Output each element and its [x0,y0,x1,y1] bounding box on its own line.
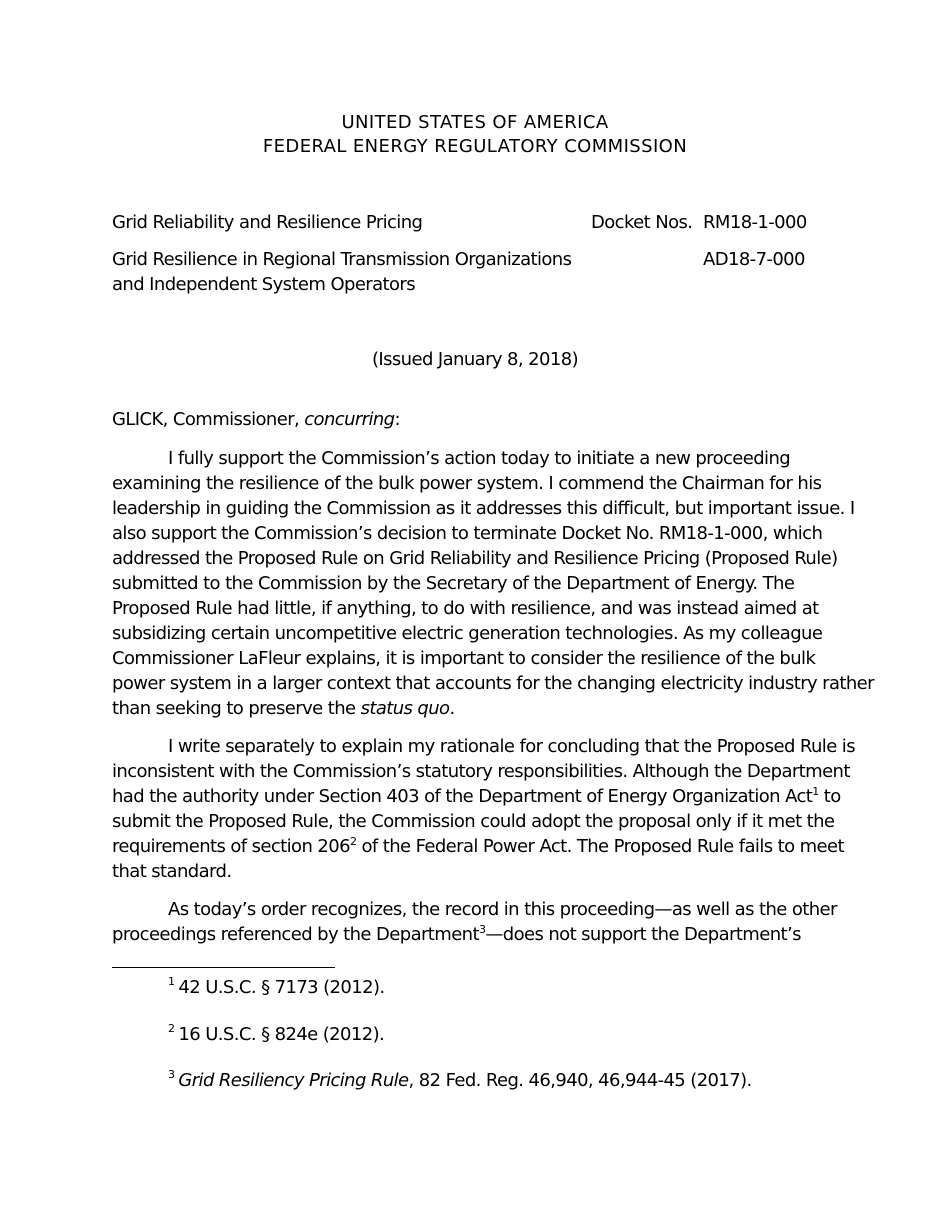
signer-role: concurring [304,409,395,430]
text-run: requirements of section 206 [112,836,350,857]
paragraph-line [112,922,842,947]
footnote-case-name: Grid Resiliency Pricing Rule [178,1070,409,1091]
docket-number-2: AD18-7-000 [703,249,805,270]
paragraph-line: submit the Proposed Rule, the Commission could adopt the proposal only if it met the [112,811,835,832]
paragraph-line: power system in a larger context that accounts for the changing electricity industry rather [112,673,874,694]
case-title-1: Grid Reliability and Resilience Pricing [112,212,423,233]
case-title-2-line-2: and Independent System Operators [112,274,415,295]
text-run: had the authority under Section 403 of the Department of Energy Organization Act [112,786,813,807]
paragraph-line [112,696,842,721]
text-run: proceedings referenced by the Department [112,924,479,945]
footnote-text: , 82 Fed. Reg. 46,940, 46,944-45 (2017). [408,1070,752,1091]
footnote-ref-1[interactable]: 1 [812,785,819,798]
case-title-2 [112,247,571,297]
paragraph-line: submitted to the Commission by the Secretary of the Department of Energy. The [112,573,795,594]
paragraph-2 [112,734,855,884]
footnote-number: 2 [168,1022,175,1035]
footnote-separator [112,967,335,968]
paragraph-line: inconsistent with the Commission’s statutory responsibilities. Although the Department [112,761,850,782]
paragraph-line: addressed the Proposed Rule on Grid Reliability and Resilience Pricing (Proposed Rule) [112,548,838,569]
text-run: to [818,786,841,807]
docket-label: Docket Nos. [591,212,693,233]
paragraph-1 [112,446,874,721]
header-country: UNITED STATES OF AMERICA [341,112,609,133]
text-run: . [449,698,455,719]
footnote-3 [168,1070,752,1091]
text-run: of the Federal Power Act. The Proposed Rule fails to meet [356,836,844,857]
paragraph-line: that standard. [112,861,232,882]
issued-date: (Issued January 8, 2018) [371,349,578,370]
footnote-ref-3[interactable]: 3 [478,923,486,936]
paragraph-line: I write separately to explain my rationale for concluding that the Proposed Rule is [168,736,855,757]
paragraph-line [112,834,842,859]
paragraph-line: I fully support the Commission’s action today to initiate a new proceeding [168,448,791,469]
paragraph-line: subsidizing certain uncompetitive electric generation technologies. As my colleague [112,623,823,644]
paragraph-line: examining the resilience of the bulk power system. I commend the Chairman for his [112,473,822,494]
footnote-number: 1 [168,975,175,988]
paragraph-line [112,784,842,809]
signer-punct: : [394,409,400,430]
footnote-number: 3 [168,1068,175,1081]
paragraph-line: Proposed Rule had little, if anything, to do with resilience, and was instead aimed at [112,598,819,619]
footnote-ref-2[interactable]: 2 [349,835,357,848]
paragraph-3 [112,897,842,947]
header-agency: FEDERAL ENERGY REGULATORY COMMISSION [262,136,688,157]
text-run: than seeking to preserve the [112,698,361,719]
signer-line [112,409,400,430]
signer-name: GLICK, Commissioner, [112,409,305,430]
paragraph-line: As today’s order recognizes, the record in this proceeding—as well as the other [168,899,837,920]
footnote-2 [168,1024,384,1045]
case-title-2-line-1: Grid Resilience in Regional Transmission Organizations [112,249,572,270]
paragraph-line: also support the Commission’s decision to terminate Docket No. RM18-1-000, which [112,523,823,544]
docket-number-1: RM18-1-000 [703,212,807,233]
footnote-1 [168,977,385,998]
footnote-text: 42 U.S.C. § 7173 (2012). [178,977,385,998]
footnote-text: 16 U.S.C. § 824e (2012). [178,1024,385,1045]
paragraph-line: leadership in guiding the Commission as it addresses this difficult, but important issue. I [112,498,855,519]
paragraph-line: Commissioner LaFleur explains, it is important to consider the resilience of the bulk [112,648,816,669]
italic-term: status quo [360,698,450,719]
text-run: —does not support the Department’s [485,924,801,945]
